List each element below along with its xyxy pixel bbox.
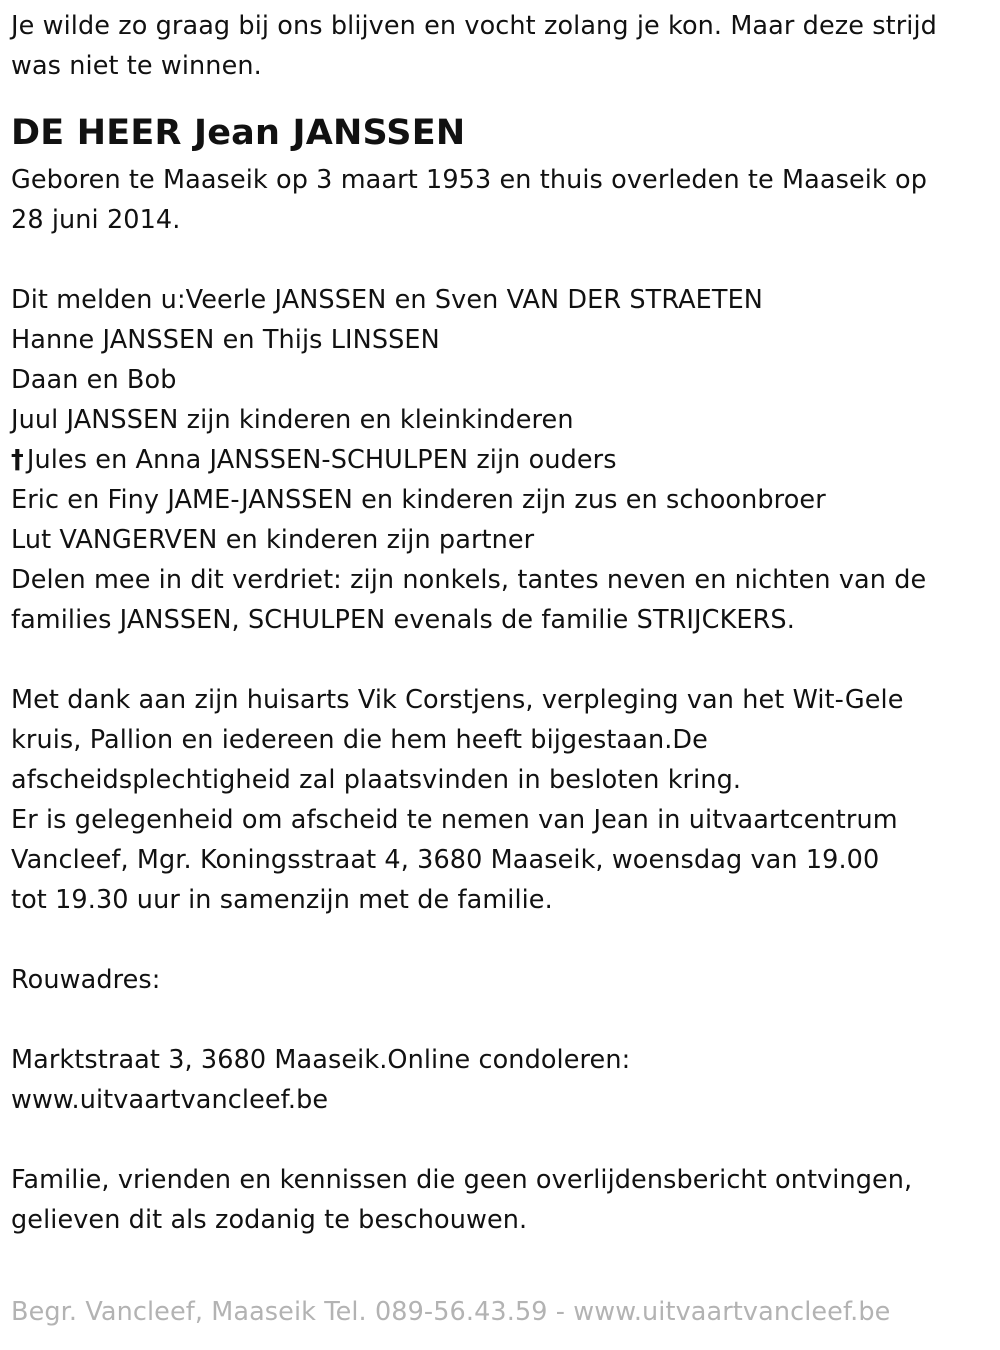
notice-section: [11, 1160, 986, 1240]
announcer-line: Daan en Bob: [11, 365, 177, 395]
condolence-website: www.uitvaartvancleef.be: [11, 1085, 329, 1115]
birth-death-line: Geboren te Maaseik op 3 maart 1953 en thuis overleden te Maaseik op: [11, 165, 927, 195]
address-line: Marktstraat 3, 3680 Maaseik.Online condoleren:: [11, 1045, 631, 1075]
spacer: [11, 240, 986, 280]
birth-death-section: [11, 160, 986, 240]
notice-line: gelieven dit als zodanig te beschouwen.: [11, 1205, 528, 1235]
deceased-name: DE HEER Jean JANSSEN: [11, 113, 466, 153]
spacer: [11, 920, 986, 960]
death-notice: [11, 6, 986, 1240]
announcer-line: Eric en Finy JAME-JANSSEN en kinderen zijn zus en schoonbroer: [11, 485, 826, 515]
cross-icon: †: [11, 445, 24, 475]
notice-line: Familie, vrienden en kennissen die geen overlijdensbericht ontvingen,: [11, 1165, 913, 1195]
parents-text: Jules en Anna JANSSEN-SCHULPEN zijn ouders: [26, 445, 617, 475]
spacer: [11, 640, 986, 680]
intro-line: Je wilde zo graag bij ons blijven en vocht zolang je kon. Maar deze strijd: [11, 11, 937, 41]
thanks-line: Vancleef, Mgr. Koningsstraat 4, 3680 Maaseik, woensdag van 19.00: [11, 845, 880, 875]
thanks-section: [11, 680, 986, 920]
birth-death-line: 28 juni 2014.: [11, 205, 181, 235]
intro-line: was niet te winnen.: [11, 51, 262, 81]
thanks-line: tot 19.30 uur in samenzijn met de familie.: [11, 885, 553, 915]
thanks-line: afscheidsplechtigheid zal plaatsvinden in besloten kring.: [11, 765, 742, 795]
announcer-line: Dit melden u:Veerle JANSSEN en Sven VAN DER STRAETEN: [11, 285, 763, 315]
announcers-section: [11, 280, 986, 640]
spacer: [11, 1000, 986, 1040]
thanks-line: kruis, Pallion en iedereen die hem heeft bijgestaan.De: [11, 725, 708, 755]
announcer-line: Hanne JANSSEN en Thijs LINSSEN: [11, 325, 440, 355]
announcer-line: Juul JANSSEN zijn kinderen en kleinkinderen: [11, 405, 574, 435]
parents-line: [11, 440, 986, 480]
announcer-line: families JANSSEN, SCHULPEN evenals de familie STRIJCKERS.: [11, 605, 795, 635]
address-section: [11, 1040, 986, 1120]
intro-section: [11, 6, 986, 86]
announcer-line: Delen mee in dit verdriet: zijn nonkels, tantes neven en nichten van de: [11, 565, 927, 595]
funeral-home-footer: Begr. Vancleef, Maaseik Tel. 089-56.43.59 - www.uitvaartvancleef.be: [11, 1297, 891, 1327]
thanks-line: Met dank aan zijn huisarts Vik Corstjens, verpleging van het Wit-Gele: [11, 685, 904, 715]
thanks-line: Er is gelegenheid om afscheid te nemen van Jean in uitvaartcentrum: [11, 805, 898, 835]
announcer-line: Lut VANGERVEN en kinderen zijn partner: [11, 525, 535, 555]
address-label: Rouwadres:: [11, 965, 161, 995]
spacer: [11, 1120, 986, 1160]
